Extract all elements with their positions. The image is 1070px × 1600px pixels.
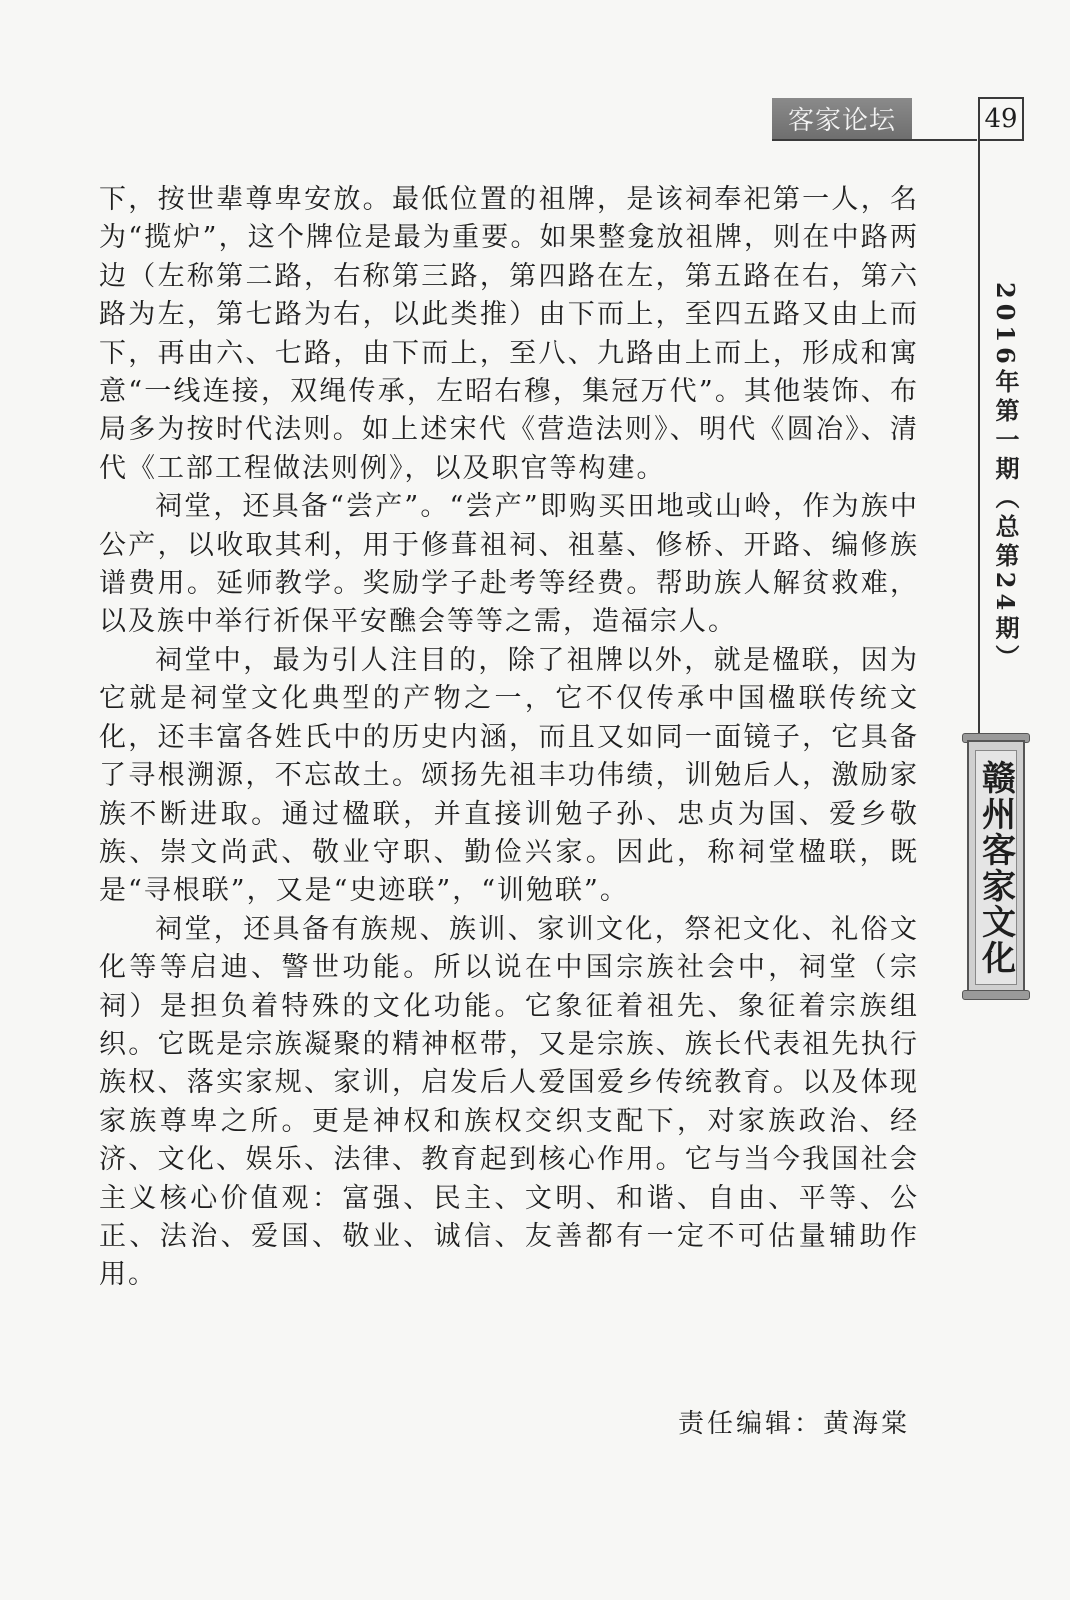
side-rule	[978, 141, 980, 741]
paragraph-1: 下，按世辈尊卑安放。最低位置的祖牌，是该祠奉祀第一人，名为“揽炉”，这个牌位是最为重要。如果整龛放祖牌，则在中路两边（左称第二路，右称第三路，第四路在左，第五路在右，第六路为左，第七路为右，以此类推）由下而上，至四五路又由上而下，再由六、七路，由下而上，至八、九路由上而上，形成和寓意“一线连接，双绳传承，左昭右穆，集冠万代”。其他装饰、布局多为按时代法则。如上述宋代《营造法则》、明代《圆冶》、清代《工部工程做法则例》，以及职官等构建。	[99, 184, 919, 484]
paragraph-2: 祠堂，还具备“尝产”。“尝产”即购买田地或山岭，作为族中公产，以收取其利，用于修葺祖祠、祖墓、修桥、开路、编修族谱费用。延师教学。奖励学子赴考等经费。帮助族人解贫救难，以及族中举行祈保平安醮会等等之需，造福宗人。	[99, 491, 919, 638]
scroll-panel	[975, 750, 1017, 985]
article-body	[99, 181, 919, 1295]
section-title-tab	[772, 98, 912, 139]
scroll-title: 赣州客家文化	[975, 759, 1016, 976]
header-rule	[772, 139, 977, 141]
issue-label: 2016年第一期（总第24期）	[991, 282, 1020, 674]
paragraph-4: 祠堂，还具备有族规、族训、家训文化，祭祀文化、礼俗文化等等启迪、警世功能。所以说在中国宗族社会中，祠堂（宗祠）是担负着特殊的文化功能。它象征着祖先、象征着宗族组织。它既是宗族凝聚的精神枢带，又是宗族、族长代表祖先执行族权、落实家规、家训，启发后人爱国爱乡传统教育。以及体现家族尊卑之所。更是神权和族权交织支配下，对家族政治、经济、文化、娱乐、法律、教育起到核心作用。它与当今我国社会主义核心价值观：富强、民主、文明、和谐、自由、平等、公正、法治、爱国、敬业、诚信、友善都有一定不可估量辅助作用。	[99, 913, 919, 1291]
scroll-roll-bottom	[962, 990, 1030, 1000]
scroll-emblem	[967, 740, 1025, 995]
responsible-editor: 责任编辑：黄海棠	[677, 1409, 910, 1439]
page-number: 49	[978, 97, 1024, 141]
section-title: 客家论坛	[787, 106, 896, 136]
paragraph-3: 祠堂中，最为引人注目的，除了祖牌以外，就是楹联，因为它就是祠堂文化典型的产物之一，它不仅传承中国楹联传统文化，还丰富各姓氏中的历史内涵，而且又如同一面镜子，它具备了寻根溯源，不忘故土。颂扬先祖丰功伟绩，训勉后人，激励家族不断进取。通过楹联，并直接训勉子孙、忠贞为国、爱乡敬族、崇文尚武、敬业守职、勤俭兴家。因此，称祠堂楹联，既是“寻根联”，又是“史迹联”，“训勉联”。	[99, 644, 919, 907]
